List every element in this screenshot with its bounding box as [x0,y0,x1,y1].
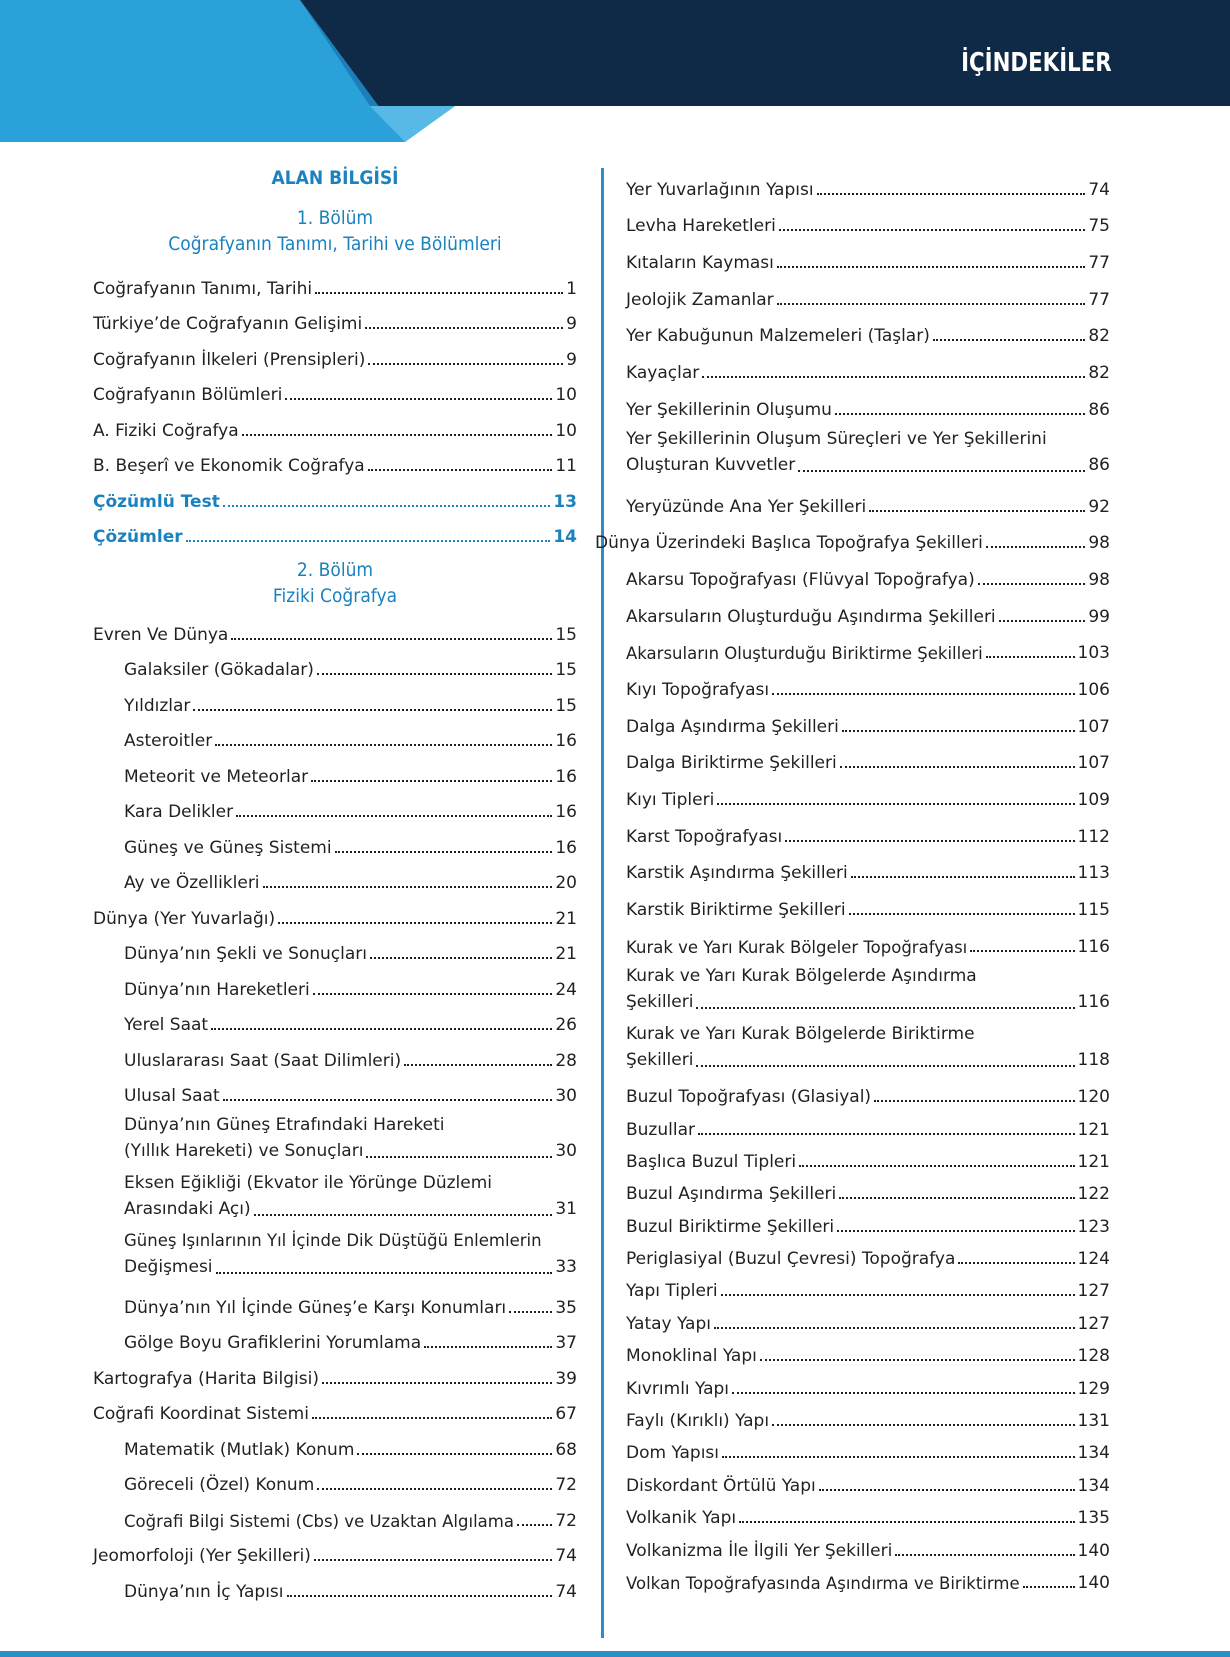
toc-entry[interactable]: Coğrafi Bilgi Sistemi (Cbs) ve Uzaktan Algılama 72 [124,1510,577,1531]
toc-entry-highlight[interactable]: Çözümlü Test 13 [93,491,577,512]
toc-entry[interactable]: Dünya’nın Hareketleri 24 [124,979,577,1000]
toc-entry-highlight[interactable]: Çözümler 14 [93,527,577,547]
toc-entry[interactable]: B. Beşerî ve Ekonomik Coğrafya 11 [93,456,577,476]
chapter-number: 1. Bölüm [296,207,374,229]
chapter-title: Fiziki Coğrafya [272,585,398,607]
column-divider [601,168,604,1638]
toc-entry[interactable]: Ay ve Özellikleri 20 [124,873,577,893]
toc-entry[interactable]: Yapı Tipleri 127 [626,1281,1110,1302]
toc-entry[interactable]: Kartografya (Harita Bilgisi) 39 [93,1368,577,1389]
toc-entry[interactable]: Buzul Topoğrafyası (Glasiyal) 120 [626,1087,1110,1108]
toc-entry-multiline[interactable]: Kurak ve Yarı Kurak Bölgelerde Aşındırma Şekilleri 116 [626,965,1110,1012]
toc-entry[interactable]: Karstik Biriktirme Şekilleri 115 [626,900,1110,921]
toc-entry[interactable]: Kara Delikler 16 [124,802,577,822]
toc-entry[interactable]: Volkanizma İle İlgili Yer Şekilleri 140 [626,1540,1110,1561]
toc-entry[interactable]: Coğrafyanın Tanımı, Tarihi 1 [93,278,577,299]
toc-entry[interactable]: Kıyı Tipleri 109 [626,790,1110,810]
toc-entry[interactable]: Kurak ve Yarı Kurak Bölgeler Topoğrafyası 116 [626,936,1110,957]
toc-entry-multiline[interactable]: Dünya’nın Güneş Etrafındaki Hareketi (Yıllık Hareketi) ve Sonuçları 30 [124,1115,577,1161]
toc-entry[interactable]: Jeomorfoloji (Yer Şekilleri) 74 [93,1546,577,1566]
toc-entry[interactable]: Meteorit ve Meteorlar 16 [124,766,577,787]
toc-entry-multiline[interactable]: Kurak ve Yarı Kurak Bölgelerde Biriktirme Şekilleri 118 [626,1023,1110,1070]
header-banner [0,0,1230,145]
toc-entry[interactable]: Levha Hareketleri 75 [626,216,1110,237]
toc-entry[interactable]: Volkanik Yapı 135 [626,1508,1110,1529]
toc-entry[interactable]: Kıyı Topoğrafyası 106 [626,679,1110,700]
toc-entry[interactable]: Evren Ve Dünya 15 [93,624,577,645]
chapter-title: Coğrafyanın Tanımı, Tarihi ve Bölümleri [168,233,502,255]
toc-entry[interactable]: Yer Şekillerinin Oluşumu 86 [626,399,1110,420]
toc-entry[interactable]: Diskordant Örtülü Yapı 134 [626,1475,1110,1496]
toc-entry[interactable]: Kıvrımlı Yapı 129 [626,1378,1110,1399]
toc-entry[interactable]: Dünya Üzerindeki Başlıca Topoğrafya Şekilleri 98 [595,533,1110,554]
toc-entry[interactable]: Yer Yuvarlağının Yapısı 74 [626,179,1110,200]
toc-entry[interactable]: Yeryüzünde Ana Yer Şekilleri 92 [626,496,1110,517]
toc-entry[interactable]: Volkan Topoğrafyasında Aşındırma ve Biriktirme 140 [626,1573,1110,1593]
toc-entry[interactable]: Uluslararası Saat (Saat Dilimleri) 28 [124,1050,577,1071]
page-title: İÇİNDEKİLER [961,48,1112,78]
toc-entry[interactable]: Coğrafyanın İlkeleri (Prensipleri) 9 [93,349,577,370]
toc-entry[interactable]: Dünya’nın Yıl İçinde Güneş’e Karşı Konumları 35 [124,1297,577,1318]
toc-entry-multiline[interactable]: Eksen Eğikliği (Ekvator ile Yörünge Düzlemi Arasındaki Açı) 31 [124,1173,577,1219]
toc-entry[interactable]: Matematik (Mutlak) Konum 68 [124,1439,577,1460]
toc-entry[interactable]: Jeolojik Zamanlar 77 [626,289,1110,310]
toc-entry[interactable]: Yerel Saat 26 [124,1015,577,1035]
toc-entry[interactable]: Asteroitler 16 [124,731,577,751]
toc-entry[interactable]: Dalga Aşındırma Şekilleri 107 [626,716,1110,737]
toc-entry[interactable]: Coğrafyanın Bölümleri 10 [93,385,577,405]
toc-entry[interactable]: Gölge Boyu Grafiklerini Yorumlama 37 [124,1333,577,1353]
toc-entry[interactable]: Faylı (Kırıklı) Yapı 131 [626,1411,1110,1432]
toc-entry[interactable]: Buzul Aşındırma Şekilleri 122 [626,1184,1110,1205]
toc-entry[interactable]: Buzullar 121 [626,1119,1110,1140]
toc-entry[interactable]: Dünya’nın Şekli ve Sonuçları 21 [124,944,577,964]
toc-entry[interactable]: Galaksiler (Gökadalar) 15 [124,660,577,680]
footer-line [0,1651,1230,1657]
toc-right-column [595,163,1110,1593]
toc-entry[interactable]: Ulusal Saat 30 [124,1086,577,1106]
toc-entry[interactable]: Türkiye’de Coğrafyanın Gelişimi 9 [93,314,577,334]
toc-entry-multiline[interactable]: Yer Şekillerinin Oluşum Süreçleri ve Yer Şekillerini Oluşturan Kuvvetler 86 [626,428,1110,475]
toc-entry[interactable]: Yer Kabuğunun Malzemeleri (Taşlar) 82 [626,326,1110,347]
toc-entry[interactable]: Dünya (Yer Yuvarlağı) 21 [93,908,577,929]
toc-entry-multiline[interactable]: Güneş Işınlarının Yıl İçinde Dik Düştüğü Enlemlerin Değişmesi 33 [124,1231,577,1277]
toc-entry[interactable]: Monoklinal Yapı 128 [626,1346,1110,1367]
toc-entry[interactable]: Başlıca Buzul Tipleri 121 [626,1151,1110,1172]
toc-entry[interactable]: Karst Topoğrafyası 112 [626,826,1110,847]
chapter-number: 2. Bölüm [296,559,374,581]
toc-entry[interactable]: Yıldızlar 15 [124,695,577,716]
toc-entry[interactable]: Karstik Aşındırma Şekilleri 113 [626,863,1110,884]
toc-entry[interactable]: A. Fiziki Coğrafya 10 [93,420,577,441]
toc-entry[interactable]: Güneş ve Güneş Sistemi 16 [124,837,577,858]
toc-entry[interactable]: Akarsu Topoğrafyası (Flüvyal Topoğrafya) 98 [626,569,1110,590]
toc-entry[interactable]: Dünya’nın İç Yapısı 74 [124,1581,577,1602]
toc-entry[interactable]: Göreceli (Özel) Konum 72 [124,1475,577,1495]
toc-entry[interactable]: Akarsuların Oluşturduğu Biriktirme Şekilleri 103 [626,643,1110,664]
toc-entry[interactable]: Dalga Biriktirme Şekilleri 107 [626,753,1110,774]
toc-entry[interactable]: Kıtaların Kayması 77 [626,253,1110,274]
toc-entry[interactable]: Periglasiyal (Buzul Çevresi) Topoğrafya 124 [626,1249,1110,1270]
toc-left-column [93,165,577,1602]
toc-entry[interactable]: Yatay Yapı 127 [626,1313,1110,1334]
toc-entry[interactable]: Kayaçlar 82 [626,363,1110,384]
section-heading: ALAN BİLGİSİ [271,167,399,189]
toc-entry[interactable]: Buzul Biriktirme Şekilleri 123 [626,1216,1110,1237]
toc-entry[interactable]: Coğrafi Koordinat Sistemi 67 [93,1404,577,1424]
toc-entry[interactable]: Dom Yapısı 134 [626,1443,1110,1464]
toc-entry[interactable]: Akarsuların Oluşturduğu Aşındırma Şekilleri 99 [626,606,1110,627]
